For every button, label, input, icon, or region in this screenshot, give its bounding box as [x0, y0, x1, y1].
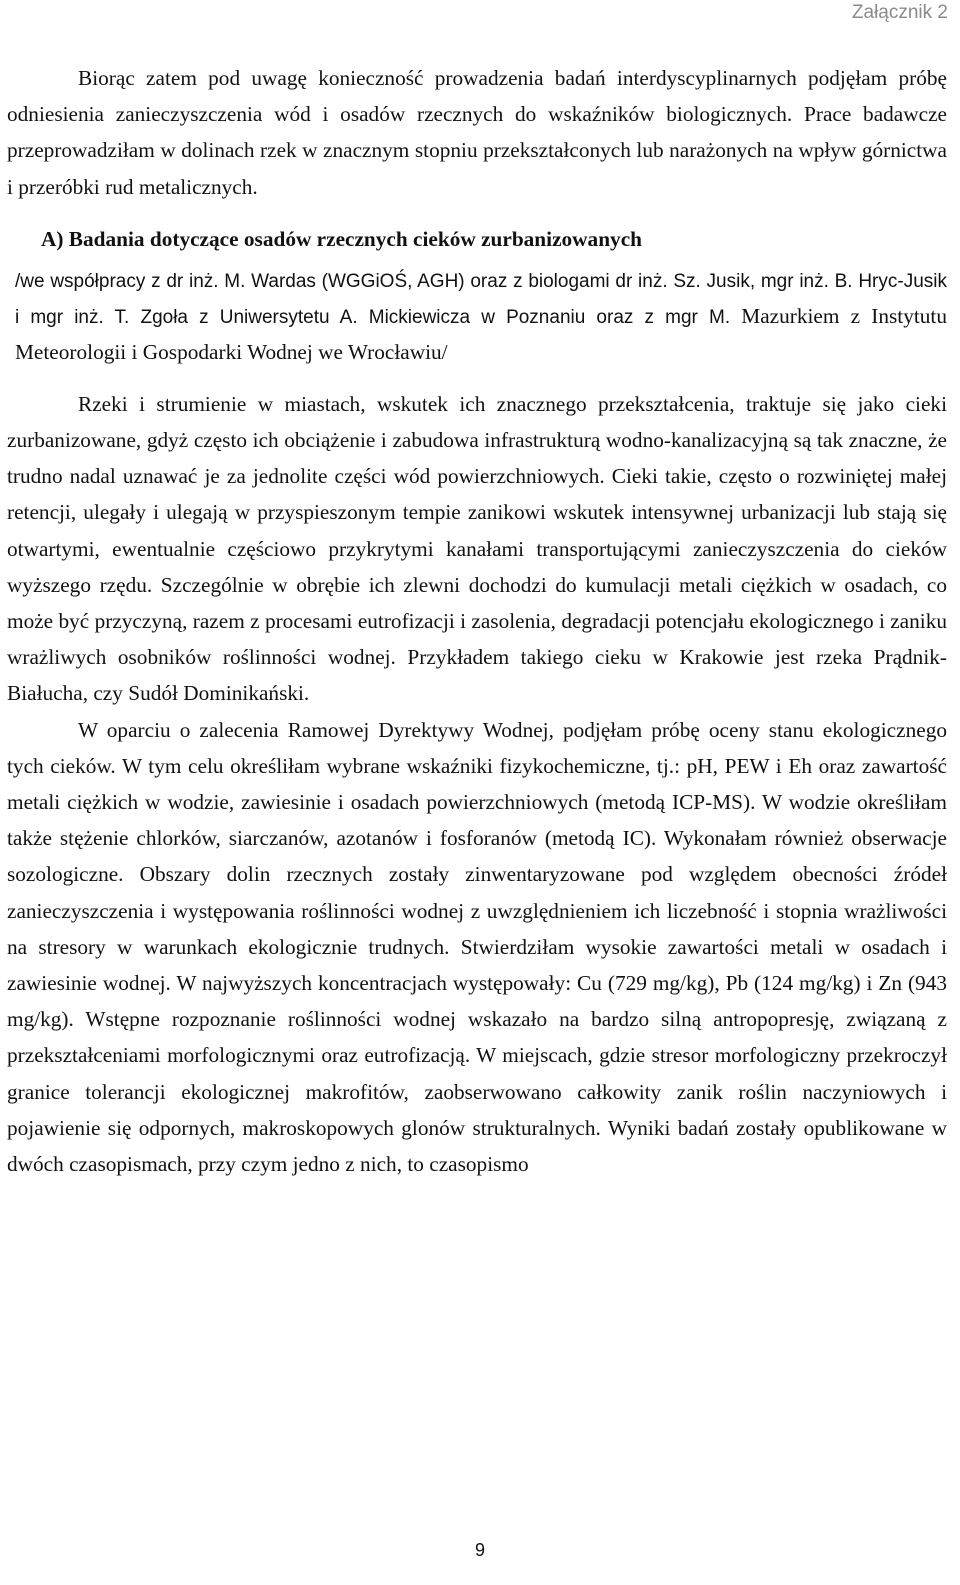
collaboration-note-sans: /we współpracy z dr inż. M. Wardas (WGGiOŚ, AGH) oraz z biologami dr inż. Sz. Jusik, mgr inż. B. Hryc-Jusik i mgr inż. T. Zgoła z Uniwersytetu A. Mickiewicza w Poznaniu oraz z mgr M. [15, 270, 947, 328]
body-paragraph-2: W oparciu o zalecenia Ramowej Dyrektywy Wodnej, podjęłam próbę oceny stanu ekologicznego tych cieków. W tym celu określiłam wybrane wskaźniki fizykochemiczne, tj.: pH, PEW i Eh oraz zawartość metali ciężkich w wodzie, zawiesinie i osadach powierzchniowych (metodą ICP-MS). W wodzie określiłam także stężenie chlorków, siarczanów, azotanów i fosforanów (metodą IC). Wykonałam również obserwacje sozologiczne. Obszary dolin rzecznych zostały zinwentaryzowane pod względem obecności źródeł zanieczyszczenia i występowania roślinności wodnej z uwzględnieniem ich liczebność i stopnia wrażliwości na stresory w warunkach ekologicznie trudnych. Stwierdziłam wysokie zawartości metali w osadach i zawiesinie wodnej. W najwyższych koncentracjach występowały: Cu (729 mg/kg), Pb (124 mg/kg) i Zn (943 mg/kg). Wstępne rozpoznanie roślinności wodnej wskazało na bardzo silną antropopresję, związaną z przekształceniami morfologicznymi oraz eutrofizacją. W miejscach, gdzie stresor morfologiczny przekroczył granice tolerancji ekologicznej makrofitów, zaobserwowano całkowity zanik roślin naczyniowych i pojawienie się odpornych, makroskopowych glonów strukturalnych. Wyniki badań zostały opublikowane w dwóch czasopismach, przy czym jedno z nich, to czasopismo [7, 717, 947, 1177]
body-paragraph-1: Rzeki i strumienie w miastach, wskutek ich znacznego przekształcenia, traktuje się jako cieki zurbanizowane, gdyż często ich obciążenie i zabudowa infrastrukturą wodno-kanalizacyjną są tak znaczne, że trudno nadal uznawać je za jednolite części wód powierzchniowych. Cieki takie, często o rozwiniętej małej retencji, ulegały i ulegają w przyspieszonym tempie zanikowi wskutek intensywnej urbanizacji lub stają się otwartymi, ewentualnie częściowo przykrytymi kanałami transportującymi zanieczyszczenia do cieków wyższego rzędu. Szczególnie w obrębie ich zlewni dochodzi do kumulacji metali ciężkich w osadach, co może być przyczyną, razem z procesami eutrofizacji i zasolenia, degradacji potencjału ekologicznego i zaniku wrażliwych osobników roślinności wodnej. Przykładem takiego cieku w Krakowie jest rzeka Prądnik-Białucha, czy Sudół Dominikański. [7, 391, 947, 706]
attachment-label: Załącznik 2 [851, 2, 948, 23]
page-number: 9 [474, 1540, 485, 1560]
collaboration-note-serif: Mazurkiem z Instytutu Meteorologii i Gospodarki Wodnej we Wrocławiu/ [15, 303, 947, 364]
collaboration-note [7, 263, 947, 370]
intro-paragraph: Biorąc zatem pod uwagę konieczność prowadzenia badań interdyscyplinarnych podjęłam próbę odniesienia zanieczyszczenia wód i osadów rzecznych do wskaźników biologicznych. Prace badawcze przeprowadziłam w dolinach rzek w znacznym stopniu przekształconych lub narażonych na wpływ górnictwa i przeróbki rud metalicznych. [7, 66, 947, 199]
section-heading: A) Badania dotyczące osadów rzecznych cieków zurbanizowanych [41, 226, 642, 251]
document-body [7, 60, 947, 1182]
